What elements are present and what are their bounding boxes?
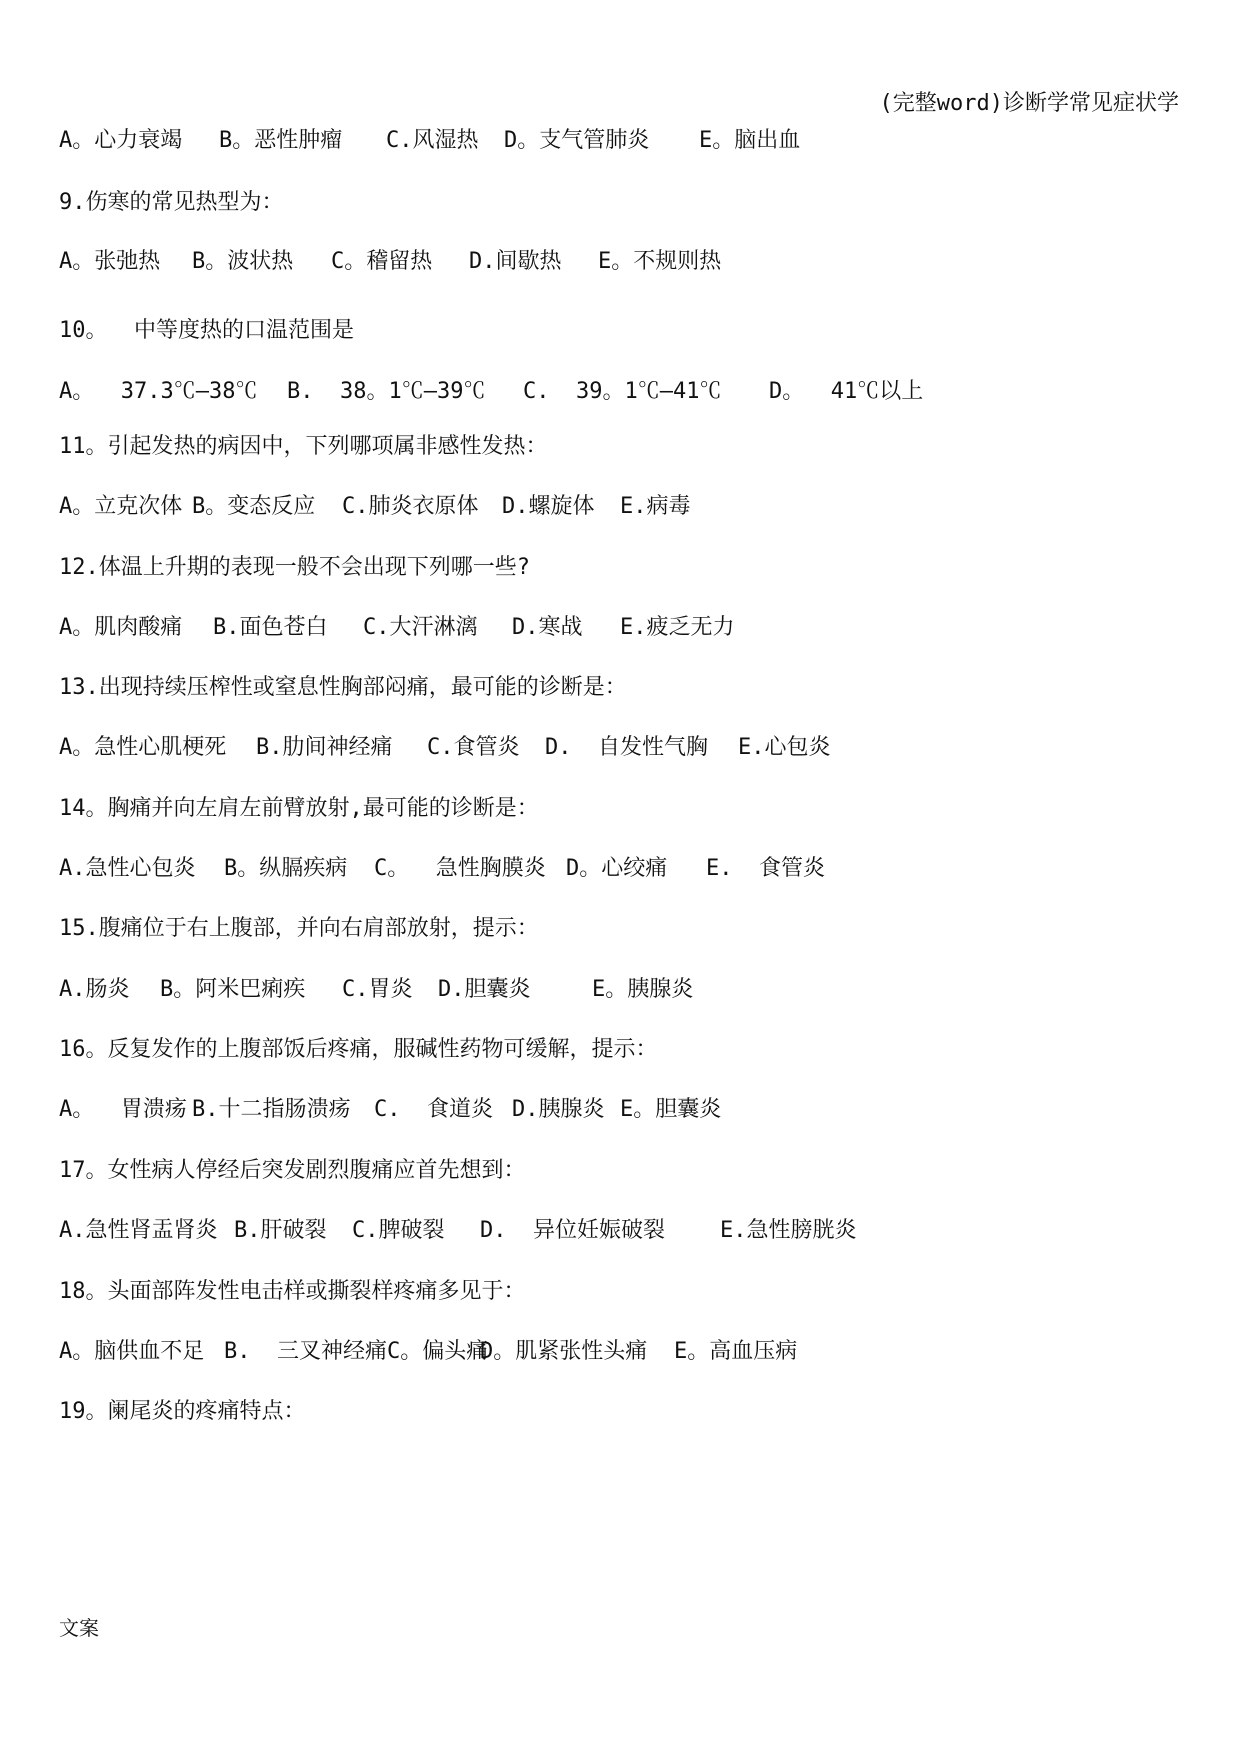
q10-option-c: C. 39。1℃—41℃ (523, 379, 722, 404)
q12-option-d: D.寒战 (512, 615, 583, 640)
q11-option-e: E.病毒 (620, 494, 691, 519)
q18-option-b: B. 三叉神经痛C。偏头痛 (224, 1339, 489, 1364)
q18-option-d: D。肌紧张性头痛 (480, 1339, 648, 1364)
q16-option-a: A。 胃溃疡 (59, 1097, 187, 1122)
q11-option-c: C.肺炎衣原体 (342, 494, 479, 519)
q14-stem: 14。胸痛并向左肩左前臂放射,最可能的诊断是： (59, 796, 539, 821)
q11-option-b: B。变态反应 (192, 494, 316, 519)
q16-stem: 16。反复发作的上腹部饭后疼痛，服碱性药物可缓解，提示： (59, 1037, 658, 1062)
q10-option-d: D。 41℃以上 (769, 379, 924, 404)
q9-option-c: C。稽留热 (331, 249, 433, 274)
q16-option-d: D.胰腺炎 (512, 1097, 605, 1122)
q8-option-d: D。支气管肺炎 (504, 128, 650, 153)
q8-option-c: C.风湿热 (386, 128, 479, 153)
q16-option-e: E。胆囊炎 (620, 1097, 722, 1122)
q16-option-c: C. 食道炎 (374, 1097, 493, 1122)
q15-option-c: C.胃炎 (342, 977, 413, 1002)
q9-option-e: E。不规则热 (598, 249, 722, 274)
q17-option-a: A.急性肾盂肾炎 (59, 1218, 218, 1243)
q17-option-c: C.脾破裂 (352, 1218, 445, 1243)
q9-option-d: D.间歇热 (469, 249, 562, 274)
q18-option-e: E。高血压病 (674, 1339, 798, 1364)
q12-option-a: A。肌肉酸痛 (59, 615, 183, 640)
q12-stem: 12.体温上升期的表现一般不会出现下列哪一些? (59, 555, 530, 580)
q15-option-b: B。阿米巴痢疾 (160, 977, 306, 1002)
q9-option-a: A。张弛热 (59, 249, 161, 274)
q8-option-e: E。脑出血 (699, 128, 801, 153)
q14-option-b: B。纵膈疾病 (224, 856, 348, 881)
q8-option-a: A。心力衰竭 (59, 128, 183, 153)
q17-option-d: D. 异位妊娠破裂 (480, 1218, 665, 1243)
q14-option-d: D。心绞痛 (566, 856, 668, 881)
q9-stem: 9.伤寒的常见热型为： (59, 190, 284, 215)
q15-option-a: A.肠炎 (59, 977, 130, 1002)
q12-option-e: E.疲乏无力 (620, 615, 735, 640)
q15-option-e: E。胰腺炎 (592, 977, 694, 1002)
q9-option-b: B。波状热 (192, 249, 294, 274)
q11-option-a: A。立克次体 (59, 494, 183, 519)
q19-stem: 19。阑尾炎的疼痛特点： (59, 1399, 306, 1424)
q13-option-a: A。急性心肌梗死 (59, 735, 227, 760)
q10-option-b: B. 38。1℃—39℃ (287, 379, 486, 404)
q16-option-b: B.十二指肠溃疡 (192, 1097, 351, 1122)
q17-option-e: E.急性膀胱炎 (720, 1218, 857, 1243)
q18-stem: 18。头面部阵发性电击样或撕裂样疼痛多见于： (59, 1279, 526, 1304)
q8-option-b: B。恶性肿瘤 (219, 128, 343, 153)
q17-option-b: B.肝破裂 (234, 1218, 327, 1243)
q18-option-a: A。脑供血不足 (59, 1339, 205, 1364)
q14-option-e: E. 食管炎 (706, 856, 825, 881)
q14-option-a: A.急性心包炎 (59, 856, 196, 881)
q11-stem: 11。引起发热的病因中，下列哪项属非感性发热： (59, 434, 548, 459)
q13-option-c: C.食管炎 (427, 735, 520, 760)
q12-option-c: C.大汗淋漓 (363, 615, 478, 640)
q10-option-a: A。 37.3℃—38℃ (59, 379, 258, 404)
footer-label: 文案 (59, 1616, 99, 1640)
q11-option-d: D.螺旋体 (502, 494, 595, 519)
q14-option-c: C。 急性胸膜炎 (374, 856, 546, 881)
q13-option-e: E.心包炎 (738, 735, 831, 760)
q13-stem: 13.出现持续压榨性或窒息性胸部闷痛，最可能的诊断是： (59, 675, 627, 700)
q13-option-d: D. 自发性气胸 (545, 735, 708, 760)
q15-stem: 15.腹痛位于右上腹部，并向右肩部放射，提示： (59, 916, 539, 941)
q12-option-b: B.面色苍白 (213, 615, 328, 640)
q17-stem: 17。女性病人停经后突发剧烈腹痛应首先想到： (59, 1158, 526, 1183)
q15-option-d: D.胆囊炎 (438, 977, 531, 1002)
document-header: (完整word)诊断学常见症状学 (879, 91, 1179, 116)
q13-option-b: B.肋间神经痛 (256, 735, 393, 760)
q10-stem: 10。 中等度热的口温范围是 (59, 318, 354, 343)
